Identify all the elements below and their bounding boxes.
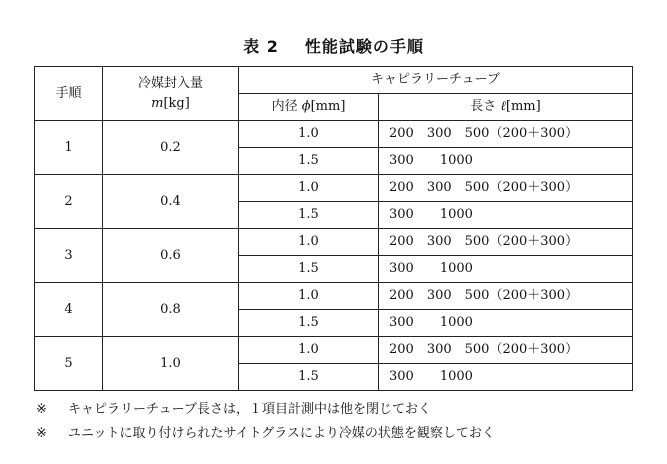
table-number: 表 2 — [243, 37, 279, 56]
table-caption: 性能試験の手順 — [304, 37, 424, 56]
cell-length: 200 300 500（200＋300） — [379, 337, 633, 364]
table-title — [0, 34, 667, 57]
notes — [36, 398, 495, 446]
cell-charge: 0.8 — [103, 283, 239, 337]
note-mark: ※ — [36, 402, 47, 417]
cell-diameter: 1.0 — [239, 283, 379, 310]
note-mark: ※ — [36, 426, 47, 441]
table-row — [35, 283, 633, 310]
cell-diameter: 1.0 — [239, 175, 379, 202]
header-charge-unit: m[kg] — [151, 95, 190, 111]
header-charge-label: 冷媒封入量 — [137, 75, 203, 91]
header-length: 長さ ℓ[mm] — [379, 94, 633, 121]
table-row — [35, 175, 633, 202]
cell-diameter: 1.5 — [239, 310, 379, 337]
cell-length: 300 1000 — [379, 202, 633, 229]
note-text: キャピラリーチューブ長さは，１項目計測中は他を閉じておく — [68, 402, 431, 417]
cell-charge: 0.4 — [103, 175, 239, 229]
cell-diameter: 1.5 — [239, 148, 379, 175]
cell-diameter: 1.0 — [239, 337, 379, 364]
cell-charge: 0.2 — [103, 121, 239, 175]
cell-length: 300 1000 — [379, 256, 633, 283]
table-row — [35, 337, 633, 364]
cell-step: 2 — [35, 175, 103, 229]
table-row — [35, 229, 633, 256]
cell-length: 200 300 500（200＋300） — [379, 283, 633, 310]
cell-charge: 1.0 — [103, 337, 239, 391]
cell-step: 5 — [35, 337, 103, 391]
cell-step: 4 — [35, 283, 103, 337]
note-item — [36, 422, 495, 446]
cell-diameter: 1.5 — [239, 202, 379, 229]
note-item — [36, 398, 495, 422]
table-row — [35, 121, 633, 148]
cell-length: 200 300 500（200＋300） — [379, 229, 633, 256]
cell-diameter: 1.5 — [239, 364, 379, 391]
cell-charge: 0.6 — [103, 229, 239, 283]
header-inner-diameter: 内径 ϕ[mm] — [239, 94, 379, 121]
cell-diameter: 1.0 — [239, 229, 379, 256]
header-capillary: キャピラリーチューブ — [239, 67, 633, 94]
cell-length: 300 1000 — [379, 364, 633, 391]
cell-step: 3 — [35, 229, 103, 283]
cell-length: 200 300 500（200＋300） — [379, 121, 633, 148]
cell-length: 300 1000 — [379, 310, 633, 337]
cell-diameter: 1.0 — [239, 121, 379, 148]
header-charge — [103, 67, 239, 121]
cell-length: 200 300 500（200＋300） — [379, 175, 633, 202]
header-procedure: 手順 — [35, 67, 103, 121]
test-procedure-table — [34, 66, 633, 391]
cell-step: 1 — [35, 121, 103, 175]
note-text: ユニットに取り付けられたサイトグラスにより冷媒の状態を観察しておく — [68, 426, 495, 441]
cell-diameter: 1.5 — [239, 256, 379, 283]
cell-length: 300 1000 — [379, 148, 633, 175]
